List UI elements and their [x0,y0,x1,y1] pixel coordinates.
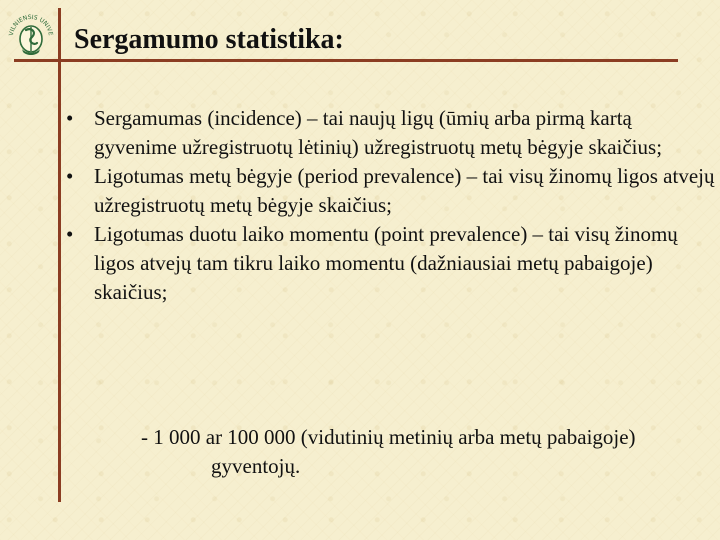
bullet-icon: • [66,164,74,188]
list-item-text: Ligotumas duotu laiko momentu (point prevalence) – tai visų žinomų ligos atvejų tam tikru laiko momentu (dažniausiai metų pabaigoje) skaičius; [94,222,678,304]
slide-title: Sergamumo statistika: [74,24,344,55]
bullet-icon: • [66,222,74,246]
vertical-divider [58,8,61,502]
list-item-text: Ligotumas metų bėgyje (period prevalence) – tai visų žinomų ligos atvejų užregistruotų metų bėgyje skaičius; [94,164,715,217]
population-note-line-2: gyventojų. [211,454,301,478]
university-logo [6,5,56,59]
population-note [141,423,716,481]
vilnius-university-emblem-icon [6,5,56,59]
definitions-list [66,104,716,307]
population-note-line-1: - 1 000 ar 100 000 (vidutinių metinių arba metų pabaigoje) [141,425,636,449]
list-item-text: Sergamumas (incidence) – tai naujų ligų (ūmių arba pirmą kartą gyvenime užregistruotų lėtinių) užregistruotų metų bėgyje skaičius; [94,106,663,159]
logo-ring-text: VILNIENSIS UNIVE [7,13,54,37]
bullet-icon: • [66,106,74,130]
list-item [66,104,716,162]
list-item [66,220,716,307]
list-item [66,162,716,220]
